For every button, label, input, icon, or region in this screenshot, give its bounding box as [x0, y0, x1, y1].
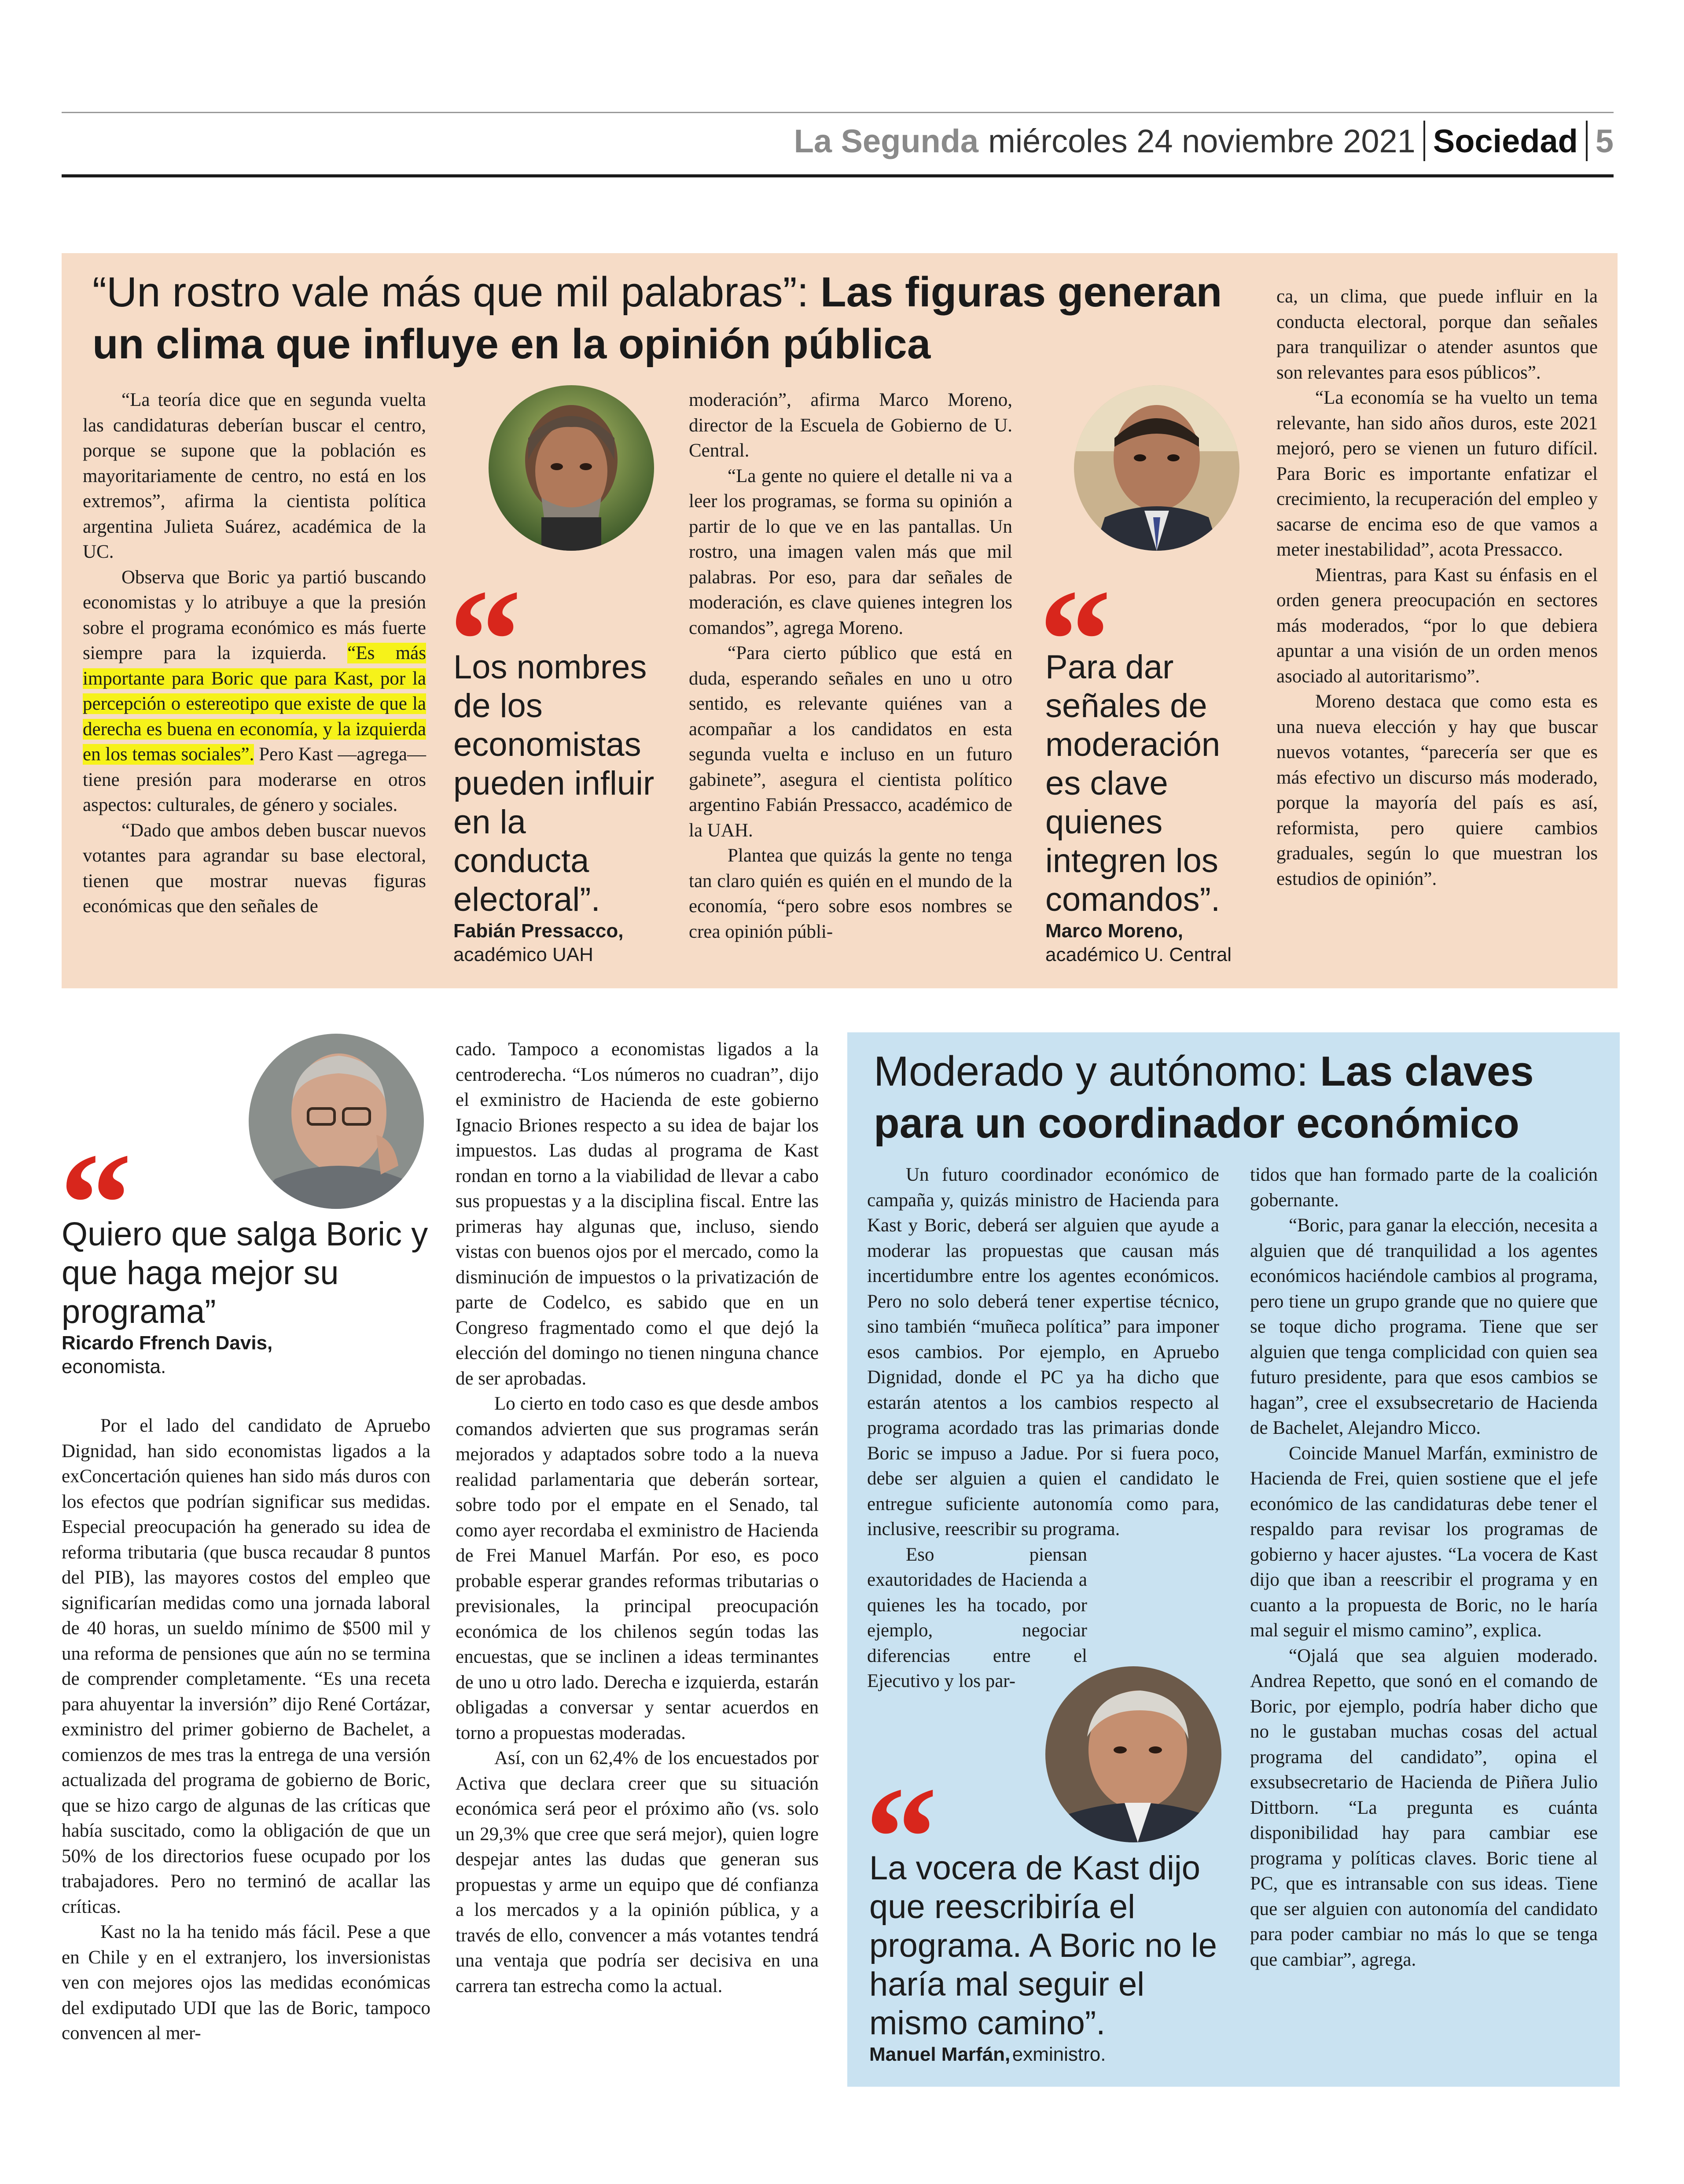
paragraph: “Dado que ambos deben buscar nuevos votantes para agrandar su base electoral, tienen que mostrar nuevas figuras económicas que den señales de: [83, 820, 426, 917]
paragraph: moderación”, afirma Marco Moreno, director de la Escuela de Gobierno de U. Central.: [689, 390, 1012, 461]
newspaper-name: La Segunda: [794, 122, 979, 159]
paragraph: Por el lado del candidato de Apruebo Dignidad, han sido economistas ligados a la exConcertación quienes han sido más duros con los efectos que podrían significar sus medidas. Especial preocupación ha generado su idea de reforma tributaria (que busca recaudar 8 puntos del PIB), las mayores costos del empleo que significarían medidas como una jornada laboral de 40 horas, un sueldo mínimo de $500 mil y una reforma de pensiones que aún no se termina de comprender completamente. “Es una receta para ahuyentar la inversión” dijo René Cortázar, exministro del primer gobierno de Bachelet, a comienzos de mes tras la entrega de una versión actualizada del programa de gobierno de Boric, que se hizo cargo de algunas de las críticas que había suscitado, como la obligación de que un 50% de los directorios fuese ocupado por los trabajadores. Pero no terminó de acallar las críticas.: [62, 1415, 430, 1917]
paragraph: Moreno destaca que como esta es una nueva elección y hay que buscar nuevos votantes, “parecería ser que es más efectivo un discurso más moderado, porque la mayoría del país es así, reformista, pero quiere cambios graduales, según lo que muestran los estudios de opinión”.: [1276, 691, 1598, 889]
pull-quote-text: Los nombres de los economistas pueden influir en la conducta electoral”.: [453, 648, 654, 918]
pull-quote-role: economista.: [62, 1356, 166, 1377]
page-number: 5: [1595, 122, 1614, 159]
paragraph: Plantea que quizás la gente no tenga tan claro quién es quién en el mundo de la economía, “pero sobre esos nombres se crea opinión públi-: [689, 845, 1012, 942]
main-column-2: [456, 1037, 819, 1999]
portrait-fabian-pressacco: [489, 385, 654, 551]
main-column-1: [62, 1413, 430, 2046]
header-bottom-rule: [62, 174, 1614, 177]
pull-quote-author: Marco Moreno,: [1045, 920, 1183, 942]
header-top-rule: [62, 112, 1614, 113]
box2-headline-light: Moderado y autónomo:: [874, 1048, 1309, 1095]
face-illustration-icon: [249, 1034, 424, 1209]
box1-headline-bold: Las figuras generan un clima que influye en la opinión pública: [92, 269, 1222, 368]
paragraph: Mientras, para Kast su énfasis en el orden genera preocupación en sectores más moderados, “por lo que debiera apuntar a una visión de un orden menos asociado al autoritarismo”.: [1276, 564, 1598, 687]
box1-column-3: [689, 387, 1012, 944]
pull-quote-author: Manuel Marfán,: [869, 2044, 1011, 2065]
pull-quote-text: Quiero que salga Boric y que haga mejor su programa”: [62, 1215, 428, 1330]
paragraph: “Para cierto público que está en duda, esperando señales en uno u otro sentido, es relevante quiénes van a acompañar a los candidatos en esta segunda vuelta e incluso en un futuro gabinete”, asegura el cientista político argentino Fabián Pressacco, académico de la UAH.: [689, 643, 1012, 841]
issue-date: miércoles 24 noviembre 2021: [988, 122, 1416, 159]
pull-quote-moreno: [1045, 648, 1257, 967]
quote-mark-icon: [449, 568, 522, 643]
pull-quote-role: exministro.: [1012, 2044, 1106, 2065]
pull-quote-marfan: [869, 1849, 1230, 2066]
pull-quote-text: Para dar señales de moderación es clave quienes integren los comandos”.: [1045, 648, 1221, 918]
face-illustration-icon: [1074, 385, 1239, 551]
paragraph: Lo cierto en todo caso es que desde ambos comandos advierten que sus programas serán mejorados y adaptados sobre todo a la nueva realidad parlamentaria que deberán sortear, sobre todo por el empate en el Senado, tal como ayer recordaba el exministro de Hacienda de Frei Manuel Marfán. Por eso, es poco probable esperar grandes reformas tributarias o previsionales, la principal preocupación económica de los chilenos según todas las encuestas, que se inclinen a ideas terminantes de uno u otro lado. Derecha e izquierda, estarán obligadas a conversar y sentar acuerdos en torno a propuestas moderadas.: [456, 1393, 819, 1743]
portrait-manuel-marfan: [1045, 1666, 1221, 1842]
box1-column-1: [83, 387, 426, 919]
pull-quote-pressacco: [453, 648, 665, 967]
paragraph: [867, 1542, 1087, 1694]
pull-quote-author: Fabián Pressacco,: [453, 920, 624, 942]
box2-headline: [874, 1046, 1600, 1149]
pull-quote-role: académico U. Central: [1045, 944, 1232, 965]
paragraph: “Boric, para ganar la elección, necesita a alguien que dé tranquilidad a los agentes económicos haciéndole cambios al programa, pero tiene un grupo grande que no quiere que se toque dicho programa. Tiene que ser alguien que tenga complicidad con quien sea futuro presidente, para que esos cambios se hagan”, cree el exsubsecretario de Hacienda de Bachelet, Alejandro Micco.: [1250, 1215, 1598, 1438]
face-illustration-icon: [489, 385, 654, 551]
paragraph: Así, con un 62,4% de los encuestados por Activa que declara creer que su situación económica será peor el próximo año (vs. solo un 29,3% que cree que será mejor), quien logre despejar antes las dudas que generan sus propuestas y arme un equipo que dé confianza a los mercados y a la opinión pública, y a través de ello, convencer a más votantes tendrá una ventaja que podría ser decisiva en una carrera tan estrecha como la actual.: [456, 1748, 819, 1996]
quote-mark-icon: [1039, 568, 1111, 643]
paragraph: tidos que han formado parte de la coalición gobernante.: [1250, 1164, 1598, 1211]
box1-column-5: [1276, 284, 1598, 891]
pull-quote-role: académico UAH: [453, 944, 593, 965]
paragraph: Coincide Manuel Marfán, exministro de Hacienda de Frei, quien sostiene que el jefe económico de las candidaturas debe tener el respaldo para revisar los programas de gobierno y hacer ajustes. “La vocera de Kast dijo que iban a reescribir el programa y en cuanto a la propuesta de Boric, no le haría mal seguir el mismo camino”, explica.: [1250, 1443, 1598, 1641]
paragraph: ca, un clima, que puede influir en la conducta electoral, porque dan señales para tranquilizar o atender asuntos que son relevantes para esos públicos”.: [1276, 286, 1598, 383]
portrait-marco-moreno: [1074, 385, 1239, 551]
quote-mark-icon: [865, 1765, 938, 1840]
header-divider: [1586, 121, 1588, 161]
pull-quote-ffrench-davis: [62, 1215, 436, 1379]
box1-headline: [92, 266, 1259, 370]
page-header: [794, 117, 1614, 165]
box2-headline-bold: Las claves para un coordinador económico: [874, 1048, 1534, 1147]
paragraph: cado. Tampoco a economistas ligados a la centroderecha. “Los números no cuadran”, dijo el exministro de Hacienda de este gobierno Ignacio Briones respecto a su idea de bajar los impuestos. Las dudas al programa de Kast rondan en torno a la viabilidad de llevar a cabo sus propuestas y a la disciplina fiscal. Entre las primeras hay algunas que, incluso, siendo vistas con buenos ojos por el mercado, como la disminución de impuestos o la privatización de parte de Codelco, es sabido que en un Congreso fragmentado como el que dejó la elección del domingo no tienen ninguna chance de ser aprobadas.: [456, 1039, 819, 1389]
pull-quote-text: La vocera de Kast dijo que reescribiría el programa. A Boric no le haría mal seguir el mismo camino”.: [869, 1849, 1217, 2042]
paragraph: “La economía se ha vuelto un tema relevante, han sido años duros, este 2021 mejoró, pero se vienen un futuro difícil. Para Boric es importante enfatizar el crecimiento, la recuperación del empleo y sacarse de encima eso de que vamos a meter inestabilidad”, acota Pressacco.: [1276, 387, 1598, 560]
section-name: Sociedad: [1433, 122, 1578, 159]
portrait-ricardo-ffrench-davis: [249, 1034, 424, 1209]
box2-column-2: [1250, 1162, 1598, 1972]
paragraph: Un futuro coordinador económico de campaña y, quizás ministro de Hacienda para Kast y Boric, deberá ser alguien que ayude a moderar las propuestas que causan más incertidumbre entre los agentes económicos. Pero no solo deberá tener expertise técnico, sino también “muñeca política” para imponer esos cambios. Por ejemplo, en Apruebo Dignidad, donde el PC ya ha dicho que estarán atentos a los cambios respecto al programa acordado tras las primarias donde Boric se impuso a Jadue. Por si fuera poco, debe ser alguien a quien el candidato le entregue suficiente autonomía como para, inclusive, reescribir su programa.: [867, 1164, 1219, 1539]
pull-quote-attribution: [869, 2043, 1230, 2066]
text-run: Eso piensan exautoridades de Hacienda a quienes les ha tocado, por ejemplo, negociar diferencias entre el Ejecutivo y los par-: [867, 1544, 1087, 1691]
text-run: Pero Kast —agrega— tiene presión para moderarse en otros aspectos: culturales, de género y sociales.: [83, 744, 427, 815]
box2-column-1: [867, 1162, 1219, 1694]
text-run: Observa que Boric ya partió buscando economistas y lo atribuye a que la presión sobre el programa económico es más fuerte siempre para la izquierda.: [83, 567, 426, 663]
paragraph: “Ojalá que sea alguien moderado. Andrea Repetto, que sonó en el comando de Boric, por ejemplo, podría haber dicho que no le gustaban muchas cosas del actual programa del candidato”, opina el exsubsecretario de Hacienda de Piñera Julio Dittborn. “La pregunta es cuánta disponibilidad hay para cambiar ese programa y políticas claves. Boric tiene al PC, que es intransable con sus ideas. Tiene que ser alguien con autonomía del candidato para poder cambiar no más lo que se tenga que cambiar”, agrega.: [1250, 1645, 1598, 1970]
paragraph: “La gente no quiere el detalle ni va a leer los programas, se forma su opinión a partir de lo que ve en las pantallas. Un rostro, una imagen valen más que mil palabras. Por eso, para dar señales de moderación, es clave quienes integren los comandos”, agrega Moreno.: [689, 465, 1012, 638]
paragraph: “La teoría dice que en segunda vuelta las candidaturas deberían buscar el centro, porque se supone que la población es mayoritariamente de centro, no está en los extremos”, afirma la cientista política argentina Julieta Suárez, académica de la UC.: [83, 390, 426, 562]
header-divider: [1423, 121, 1425, 161]
highlighted-quote: “Es más importante para Boric que para Kast, por la percepción o estereotipo que existe de que la derecha es buena en economía, y la izquierda en los temas sociales”.: [83, 643, 427, 765]
paragraph: Kast no la ha tenido más fácil. Pese a que en Chile y en el extranjero, los inversionistas ven con mejores ojos las medidas económicas del exdiputado UDI que las de Boric, tampoco convencen al mer-: [62, 1922, 430, 2044]
paragraph: [83, 565, 426, 818]
quote-mark-icon: [59, 1131, 132, 1206]
box1-headline-light: “Un rostro vale más que mil palabras”:: [92, 269, 809, 316]
face-illustration-icon: [1045, 1666, 1221, 1842]
pull-quote-author: Ricardo Ffrench Davis,: [62, 1332, 273, 1354]
